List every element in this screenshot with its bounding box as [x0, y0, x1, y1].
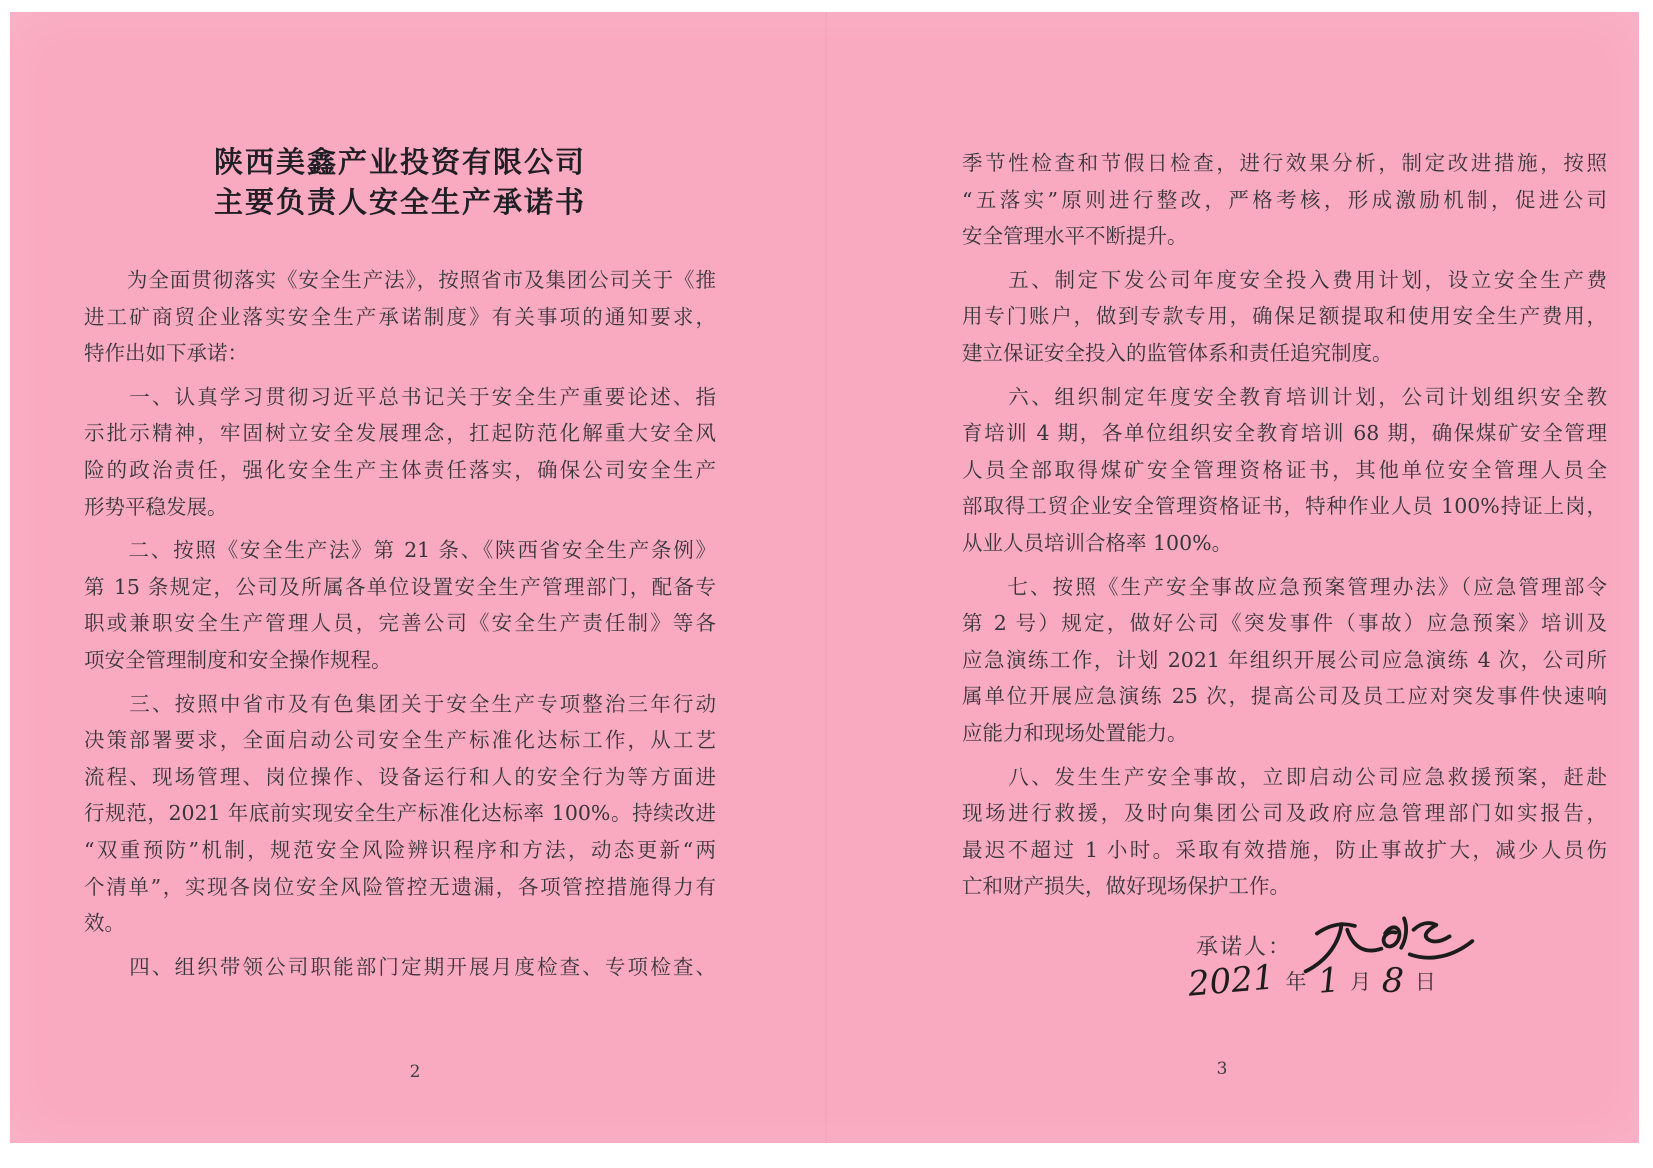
text-line: 八、发生生产安全事故，立即启动公司应急救援预案，赶赴	[962, 764, 1607, 789]
text-line: 职或兼职安全生产管理人员，完善公司《安全生产责任制》等各	[84, 611, 716, 636]
text-line: 现场进行救援，及时向集团公司及政府应急管理部门如实报告，	[962, 801, 1607, 826]
year-unit-label: 年	[1285, 970, 1307, 994]
text-line: 六、组织制定年度安全教育培训计划，公司计划组织安全教	[962, 384, 1607, 409]
pink-paper-sheet	[10, 12, 1639, 1143]
text-line: 用专门账户，做到专款专用，确保足额提取和使用安全生产费用，	[962, 304, 1607, 329]
text-line: 行规范，2021 年底前实现安全生产标准化达标率 100%。持续改进	[84, 801, 716, 826]
text-line: 应急演练工作，计划 2021 年组织开展公司应急演练 4 次，公司所	[962, 647, 1607, 672]
text-line: 最迟不超过 1 小时。采取有效措施，防止事故扩大，减少人员伤	[962, 837, 1607, 862]
text-line: 项安全管理制度和安全操作规程。	[84, 647, 392, 672]
left-page-body	[84, 262, 716, 985]
text-line: 第 15 条规定，公司及所属各单位设置安全生产管理部门，配备专	[84, 574, 716, 599]
text-line: 部取得工贸企业安全管理资格证书，特种作业人员 100%持证上岗，	[962, 494, 1607, 519]
text-line: 流程、现场管理、岗位操作、设备运行和人的安全行为等方面进	[84, 764, 716, 789]
handwritten-year: 2021	[1186, 957, 1277, 1005]
title-line-subject: 主要负责人安全生产承诺书	[213, 187, 586, 219]
signature-date	[1186, 957, 1436, 1005]
text-line: 安全管理水平不断提升。	[962, 224, 1188, 249]
text-line: 三、按照中省市及有色集团关于安全生产专项整治三年行动	[84, 691, 716, 716]
signature-label: 承诺人：	[1196, 935, 1293, 960]
page-number-left: 2	[409, 1062, 421, 1082]
handwritten-month: 1	[1315, 960, 1341, 1002]
text-line: “双重预防”机制，规范安全风险辨识程序和方法，动态更新“两	[84, 837, 716, 862]
text-line: 示批示精神，牢固树立安全发展理念，扛起防范化解重大安全风	[84, 421, 716, 446]
text-line: 七、按照《生产安全事故应急预案管理办法》（应急管理部令	[962, 574, 1607, 599]
text-line: 季节性检查和节假日检查，进行效果分析，制定改进措施，按照	[962, 151, 1607, 175]
text-line: 险的政治责任，强化安全生产主体责任落实，确保公司安全生产	[84, 457, 716, 482]
text-line: 从业人员培训合格率 100%。	[962, 530, 1233, 555]
text-line: 二、按照《安全生产法》第 21 条、《陕西省安全生产条例》	[84, 538, 716, 563]
text-line: 形势平稳发展。	[84, 494, 228, 519]
text-line: 建立保证安全投入的监管体系和责任追究制度。	[962, 340, 1393, 365]
text-line: 特作出如下承诺：	[84, 341, 248, 366]
text-line: 属单位开展应急演练 25 次，提高公司及员工应对突发事件快速响	[962, 684, 1607, 709]
handwritten-day: 8	[1381, 960, 1405, 1002]
text-line: 为全面贯彻落实《安全生产法》，按照省市及集团公司关于《推	[84, 268, 716, 292]
text-line: “五落实”原则进行整改，严格考核，形成激励机制，促进公司	[962, 187, 1607, 212]
text-line: 人员全部取得煤矿安全管理资格证书，其他单位安全管理人员全	[962, 457, 1607, 482]
right-page-body	[962, 145, 1607, 905]
text-line: 应能力和现场处置能力。	[962, 720, 1188, 745]
text-line: 效。	[84, 911, 125, 936]
text-line: 进工矿商贸企业落实安全生产承诺制度》有关事项的通知要求，	[84, 304, 716, 329]
title-line-company: 陕西美鑫产业投资有限公司	[213, 147, 586, 179]
text-line: 个清单”，实现各岗位安全风险管控无遗漏，各项管控措施得力有	[84, 874, 716, 899]
text-line: 第 2 号）规定，做好公司《突发事件（事故）应急预案》培训及	[962, 611, 1607, 636]
text-line: 育培训 4 期，各单位组织安全教育培训 68 期，确保煤矿安全管理	[962, 421, 1607, 446]
text-line: 一、认真学习贯彻习近平总书记关于安全生产重要论述、指	[84, 384, 716, 409]
day-unit-label: 日	[1414, 970, 1436, 994]
text-line: 五、制定下发公司年度安全投入费用计划，设立安全生产费	[962, 267, 1607, 292]
document-title	[84, 143, 716, 223]
month-unit-label: 月	[1350, 970, 1372, 994]
text-line: 四、组织带领公司职能部门定期开展月度检查、专项检查、	[84, 954, 716, 979]
center-fold-line	[825, 12, 828, 1143]
text-line: 亡和财产损失，做好现场保护工作。	[962, 874, 1290, 899]
page-number-right: 3	[1216, 1059, 1228, 1079]
text-line: 决策部署要求，全面启动公司安全生产标准化达标工作，从工艺	[84, 728, 716, 753]
